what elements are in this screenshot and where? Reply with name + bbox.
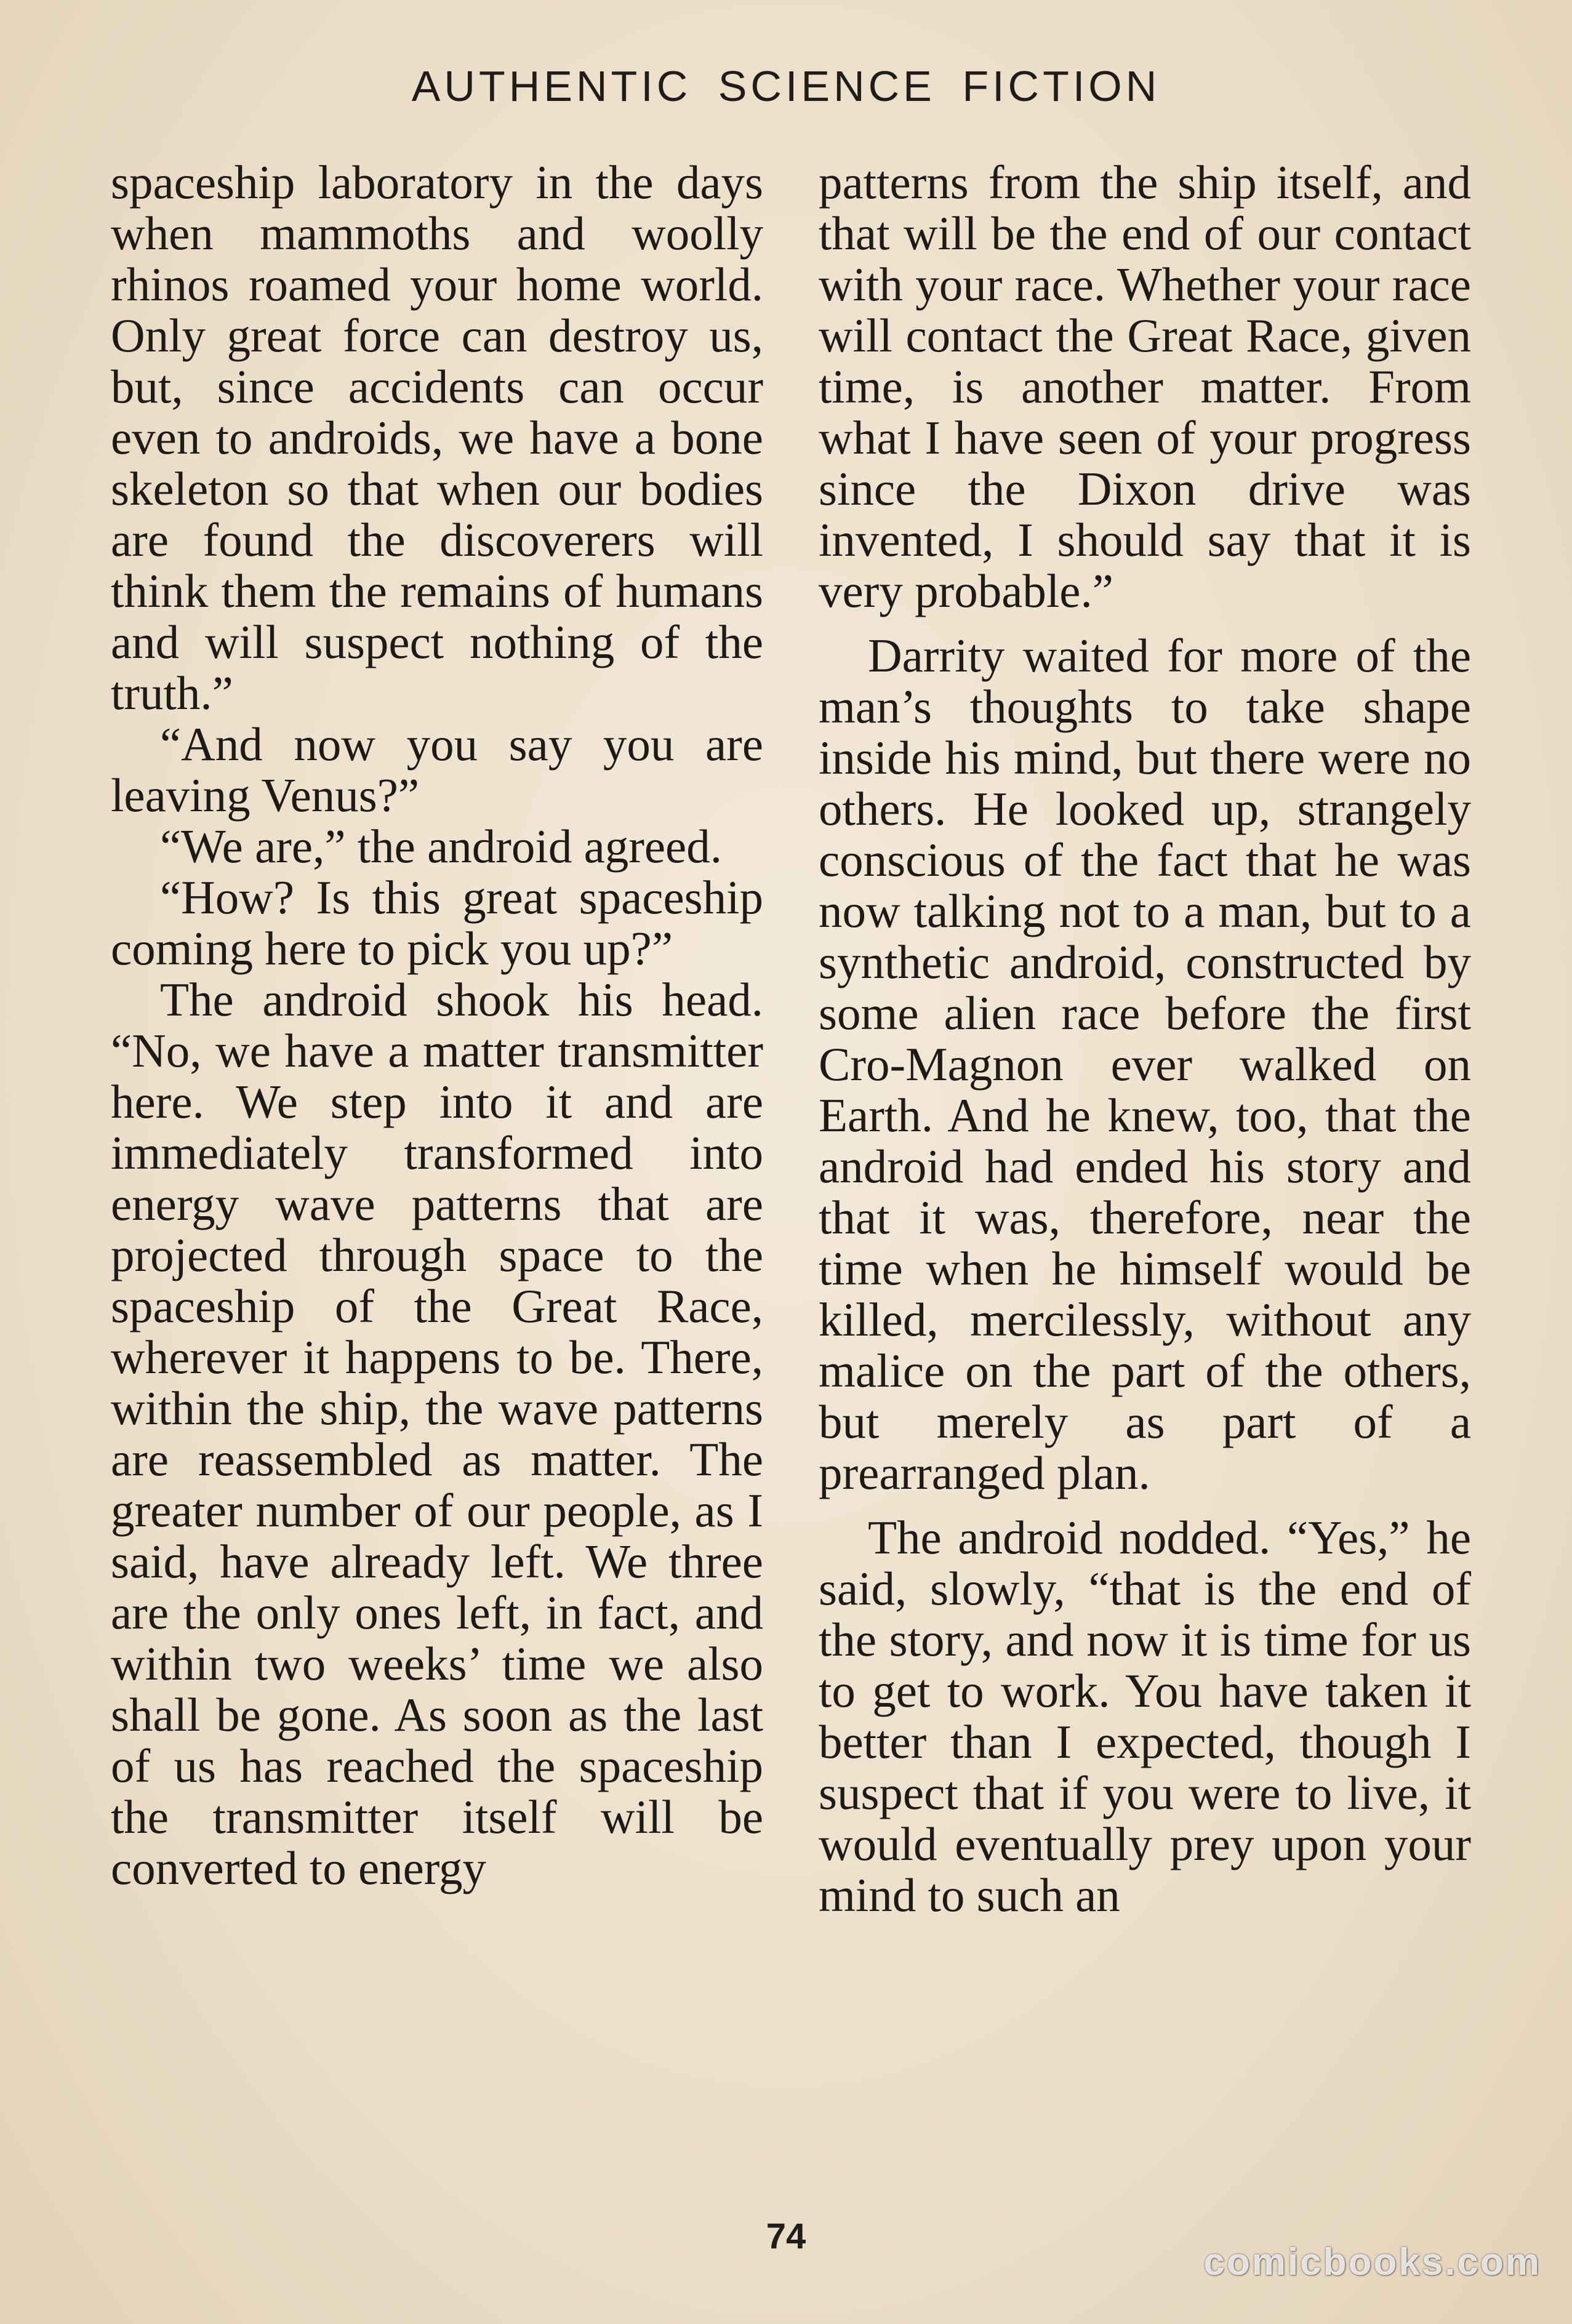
paragraph: spaceship laboratory in the days when mammoths and woolly rhinos roamed your home world. Only great force can destroy us, but, since accidents can occur even to androids, we have a bone skeleton so that when our bodies are found the discoverers will think them the remains of humans and will suspect nothing of the truth.” (111, 156, 763, 719)
paragraph: The android shook his head. “No, we have a matter transmitter here. We step into it and are immediately transformed into energy wave patterns that are projected through space to the spaceship of the Great Race, wherever it happens to be. There, within the ship, the wave patterns are reassembled as matter. The greater number of our people, as I said, have already left. We three are the only ones left, in fact, and within two weeks’ time we also shall be gone. As soon as the last of us has reached the spaceship the transmitter itself will be converted to energy (111, 973, 763, 1894)
paragraph: The android nodded. “Yes,” he said, slowly, “that is the end of the story, and now it is time for us to get to work. You have taken it better than I expected, though I suspect that if you were to live, it would eventually prey upon your mind to such an (819, 1511, 1471, 1921)
right-column (819, 157, 1471, 1921)
paragraph: Darrity waited for more of the man’s thoughts to take shape inside his mind, but there were no others. He looked up, strangely conscious of the fact that he was now talking not to a man, but to a synthetic android, constructed by some alien race before the first Cro-Magnon ever walked on Earth. And he knew, too, that the android had ended his story and that it was, therefore, near the time when he himself would be killed, mercilessly, without any malice on the part of the others, but merely as part of a prearranged plan. (819, 629, 1471, 1499)
running-head: AUTHENTIC SCIENCE FICTION (411, 62, 1161, 110)
paragraph: patterns from the ship itself, and that will be the end of our contact with your race. Whether your race will contact the Great Race, given time, is another matter. From what I have seen of your progress since the Dixon drive was invented, I should say that it is very probable.” (819, 156, 1471, 617)
left-column (111, 157, 763, 1894)
watermark: comicbooks.com (1203, 2241, 1541, 2283)
paragraph: “We are,” the android agreed. (160, 820, 722, 873)
page-number: 74 (766, 2216, 806, 2256)
paragraph: “And now you say you are leaving Venus?” (111, 718, 763, 822)
paragraph: “How? Is this great spaceship coming here to pick you up?” (111, 871, 763, 975)
